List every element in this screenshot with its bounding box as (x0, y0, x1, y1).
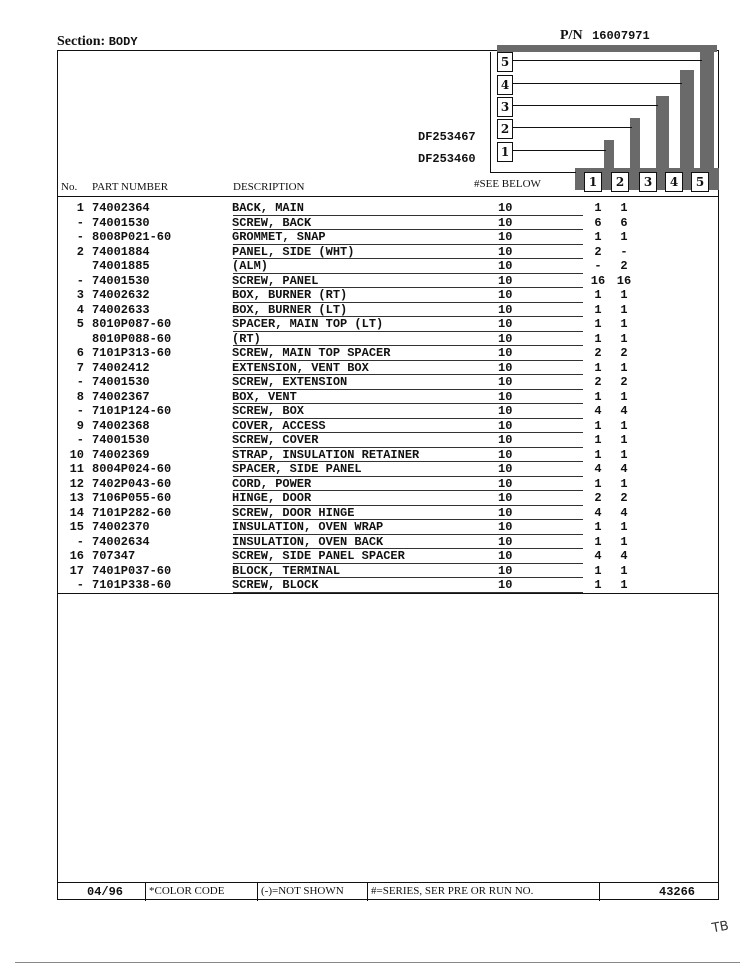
series: 10 (498, 375, 513, 389)
quantity-model-2: 6 (620, 215, 628, 230)
part-number: 7401P037-60 (92, 563, 172, 578)
table-row (0, 216, 720, 231)
quantity-model-2: 1 (620, 534, 628, 549)
description: (ALM) (232, 259, 269, 273)
footer-date: 04/96 (87, 885, 124, 899)
table-row (0, 230, 720, 245)
part-number: 707347 (92, 549, 136, 563)
quantity-model-2: 1 (620, 578, 628, 592)
description: SCREW, BLOCK (232, 578, 319, 592)
series: 10 (498, 215, 513, 230)
table-row (0, 520, 720, 535)
quantity-model-2: 16 (616, 273, 632, 288)
description: GROMMET, SNAP (232, 230, 326, 244)
row-number: 17 (69, 563, 84, 578)
description: BOX, BURNER (LT) (232, 302, 348, 317)
description: EXTENSION, VENT BOX (232, 360, 369, 375)
footer-series-note: #=SERIES, SER PRE OR RUN NO. (371, 885, 534, 897)
row-number: - (76, 404, 84, 418)
quantity-model-1: 1 (594, 302, 602, 317)
table-row (0, 477, 720, 492)
row-number: 15 (69, 520, 84, 534)
quantity-model-2: 2 (620, 375, 628, 389)
series: 10 (498, 534, 513, 549)
model-name-2: DF253460 (418, 152, 476, 166)
quantity-model-1: 1 (594, 520, 602, 534)
row-number: 7 (76, 360, 84, 375)
table-row (0, 274, 720, 289)
part-number: 74001530 (92, 375, 150, 389)
row-number: 5 (76, 317, 84, 331)
quantity-model-1: 1 (594, 447, 602, 462)
quantity-model-1: 4 (594, 549, 602, 563)
quantity-model-1: 1 (594, 578, 602, 592)
column-header-no: No. (61, 181, 78, 193)
series: 10 (498, 360, 513, 375)
series: 10 (498, 389, 513, 404)
part-number-label (560, 28, 650, 44)
quantity-model-2: 1 (620, 563, 628, 578)
part-number: 74001530 (92, 433, 150, 447)
quantity-model-2: 1 (620, 331, 628, 346)
series: 10 (498, 331, 513, 346)
quantity-model-1: 4 (594, 462, 602, 476)
quantity-model-2: 1 (620, 476, 628, 491)
description: SCREW, BACK (232, 215, 312, 230)
row-number: - (76, 578, 84, 592)
quantity-model-1: 1 (594, 563, 602, 578)
quantity-model-1: 2 (594, 346, 602, 360)
series: 10 (498, 201, 513, 215)
quantity-model-1: 1 (594, 360, 602, 375)
section-label-text: Section: (57, 34, 106, 49)
quantity-model-1: 1 (594, 288, 602, 302)
row-number: 6 (76, 346, 84, 360)
table-row (0, 549, 720, 564)
table-row (0, 201, 720, 216)
row-number: 13 (69, 491, 84, 505)
quantity-model-2: 1 (620, 230, 628, 244)
quantity-model-2: 4 (620, 404, 628, 418)
table-row (0, 346, 720, 361)
row-number: 11 (69, 462, 84, 476)
part-number: 8004P024-60 (92, 462, 172, 476)
series: 10 (498, 259, 513, 273)
row-number: 16 (69, 549, 84, 563)
box-number-2: 2 (497, 119, 513, 139)
table-row (0, 419, 720, 434)
box-number-3: 3 (497, 97, 513, 117)
part-number: 74002369 (92, 447, 150, 462)
quantity-model-2: 2 (620, 491, 628, 505)
quantity-model-2: 1 (620, 302, 628, 317)
qty-column-3: 3 (639, 172, 657, 192)
part-number: 74002633 (92, 302, 150, 317)
quantity-model-2: 4 (620, 505, 628, 520)
column-header-description: DESCRIPTION (233, 181, 305, 193)
series: 10 (498, 288, 513, 302)
quantity-model-1: 1 (594, 331, 602, 346)
table-row (0, 317, 720, 332)
description: BOX, BURNER (RT) (232, 288, 348, 302)
quantity-model-1: 2 (594, 491, 602, 505)
quantity-model-1: 4 (594, 505, 602, 520)
qty-column-4: 4 (665, 172, 683, 192)
quantity-model-2: 4 (620, 462, 628, 476)
description: INSULATION, OVEN WRAP (232, 520, 384, 534)
description: SCREW, PANEL (232, 273, 319, 288)
row-number: 2 (76, 244, 84, 259)
part-number: 8010P088-60 (92, 331, 172, 346)
series: 10 (498, 273, 513, 288)
footer-page-code: 43266 (659, 885, 696, 899)
description: INSULATION, OVEN BACK (232, 534, 384, 549)
description: BOX, VENT (232, 389, 297, 404)
part-number: 74002364 (92, 201, 150, 215)
header-rule (57, 196, 719, 197)
quantity-model-1: 2 (594, 375, 602, 389)
part-number: 74002368 (92, 418, 150, 433)
series: 10 (498, 433, 513, 447)
table-row (0, 390, 720, 405)
quantity-model-2: 2 (620, 259, 628, 273)
table-row (0, 303, 720, 318)
description: STRAP, INSULATION RETAINER (232, 447, 420, 462)
series: 10 (498, 346, 513, 360)
series: 10 (498, 317, 513, 331)
quantity-model-1: 1 (594, 389, 602, 404)
description: HINGE, DOOR (232, 491, 312, 505)
quantity-model-1: 2 (594, 244, 602, 259)
table-row (0, 535, 720, 550)
series: 10 (498, 230, 513, 244)
table-row (0, 404, 720, 419)
part-number: 8010P087-60 (92, 317, 172, 331)
series: 10 (498, 578, 513, 592)
part-number: 74002367 (92, 389, 150, 404)
pn-value: 16007971 (592, 29, 650, 43)
footer-color-code: *COLOR CODE (149, 885, 225, 897)
qty-column-5: 5 (691, 172, 709, 192)
box-number-1: 1 (497, 142, 513, 162)
description: PANEL, SIDE (WHT) (232, 244, 355, 259)
quantity-model-1: - (594, 259, 602, 273)
quantity-model-2: 1 (620, 317, 628, 331)
row-number: 14 (69, 505, 84, 520)
part-number: 74002632 (92, 288, 150, 302)
description: SCREW, DOOR HINGE (232, 505, 355, 520)
part-number: 8008P021-60 (92, 230, 172, 244)
quantity-model-1: 16 (590, 273, 606, 288)
row-number: 1 (76, 201, 84, 215)
table-row (0, 332, 720, 347)
table-end-rule (57, 593, 719, 594)
quantity-model-2: 1 (620, 288, 628, 302)
table-row (0, 462, 720, 477)
row-number: - (76, 273, 84, 288)
quantity-model-2: 1 (620, 201, 628, 215)
table-row (0, 361, 720, 376)
quantity-model-1: 1 (594, 201, 602, 215)
series: 10 (498, 302, 513, 317)
quantity-model-1: 1 (594, 433, 602, 447)
quantity-model-2: 1 (620, 360, 628, 375)
table-row (0, 448, 720, 463)
shade-bar-top (497, 45, 717, 52)
description: SCREW, EXTENSION (232, 375, 348, 389)
quantity-model-2: 1 (620, 520, 628, 534)
row-number: - (76, 375, 84, 389)
column-header-part-number: PART NUMBER (92, 181, 169, 193)
row-number: - (76, 433, 84, 447)
qty-column-2: 2 (611, 172, 629, 192)
description: SPACER, SIDE PANEL (232, 462, 362, 476)
part-number: 74001530 (92, 215, 150, 230)
description: BLOCK, TERMINAL (232, 563, 341, 578)
part-number: 7101P282-60 (92, 505, 172, 520)
part-number: 74002370 (92, 520, 150, 534)
row-number: - (76, 534, 84, 549)
row-number: 4 (76, 302, 84, 317)
series: 10 (498, 491, 513, 505)
part-number: 7101P338-60 (92, 578, 172, 592)
description: COVER, ACCESS (232, 418, 326, 433)
description: (RT) (232, 331, 261, 346)
quantity-model-1: 1 (594, 317, 602, 331)
box-number-5: 5 (497, 52, 513, 72)
description: SCREW, SIDE PANEL SPACER (232, 549, 405, 563)
series: 10 (498, 549, 513, 563)
row-number: 3 (76, 288, 84, 302)
series: 10 (498, 520, 513, 534)
quantity-model-2: - (620, 244, 628, 259)
quantity-model-2: 1 (620, 418, 628, 433)
row-number: 10 (69, 447, 84, 462)
description: SCREW, COVER (232, 433, 319, 447)
handwritten-initials: TB (710, 918, 731, 937)
table-row (0, 375, 720, 390)
row-number: 9 (76, 418, 84, 433)
quantity-model-2: 2 (620, 346, 628, 360)
part-number: 7106P055-60 (92, 491, 172, 505)
pn-label-text: P/N (560, 28, 583, 43)
qty-column-1: 1 (584, 172, 602, 192)
quantity-model-2: 1 (620, 389, 628, 404)
description: BACK, MAIN (232, 201, 305, 215)
series: 10 (498, 563, 513, 578)
row-number: - (76, 230, 84, 244)
quantity-model-1: 4 (594, 404, 602, 418)
series: 10 (498, 476, 513, 491)
quantity-model-2: 4 (620, 549, 628, 563)
quantity-model-1: 6 (594, 215, 602, 230)
part-number: 74001884 (92, 244, 150, 259)
series: 10 (498, 462, 513, 476)
series: 10 (498, 447, 513, 462)
model-name-1: DF253467 (418, 130, 476, 144)
table-row (0, 433, 720, 448)
part-number: 7101P313-60 (92, 346, 172, 360)
description: SCREW, BOX (232, 404, 305, 418)
column-header-series: #SEE BELOW (474, 178, 541, 190)
quantity-model-1: 1 (594, 534, 602, 549)
description: SPACER, MAIN TOP (LT) (232, 317, 384, 331)
part-number: 74001885 (92, 259, 150, 273)
table-row (0, 288, 720, 303)
section-label (57, 34, 138, 50)
row-number: - (76, 215, 84, 230)
table-row (0, 506, 720, 521)
part-number: 7402P043-60 (92, 476, 172, 491)
quantity-model-1: 1 (594, 230, 602, 244)
part-number: 7101P124-60 (92, 404, 172, 418)
quantity-model-2: 1 (620, 447, 628, 462)
box-number-4: 4 (497, 75, 513, 95)
quantity-model-1: 1 (594, 418, 602, 433)
series: 10 (498, 404, 513, 418)
table-row (0, 245, 720, 260)
row-number: 12 (69, 476, 84, 491)
part-number: 74001530 (92, 273, 150, 288)
description: SCREW, MAIN TOP SPACER (232, 346, 391, 360)
series: 10 (498, 244, 513, 259)
part-number: 74002412 (92, 360, 150, 375)
row-number: 8 (76, 389, 84, 404)
table-row (0, 259, 720, 274)
table-row (0, 578, 720, 593)
series: 10 (498, 505, 513, 520)
footer-bar (57, 882, 719, 901)
description: CORD, POWER (232, 476, 312, 491)
series: 10 (498, 418, 513, 433)
quantity-model-2: 1 (620, 433, 628, 447)
section-value: BODY (108, 35, 138, 49)
table-row (0, 491, 720, 506)
page-bottom-rule (15, 962, 740, 963)
footer-not-shown: (-)=NOT SHOWN (261, 885, 344, 897)
quantity-model-1: 1 (594, 476, 602, 491)
table-row (0, 564, 720, 579)
part-number: 74002634 (92, 534, 150, 549)
